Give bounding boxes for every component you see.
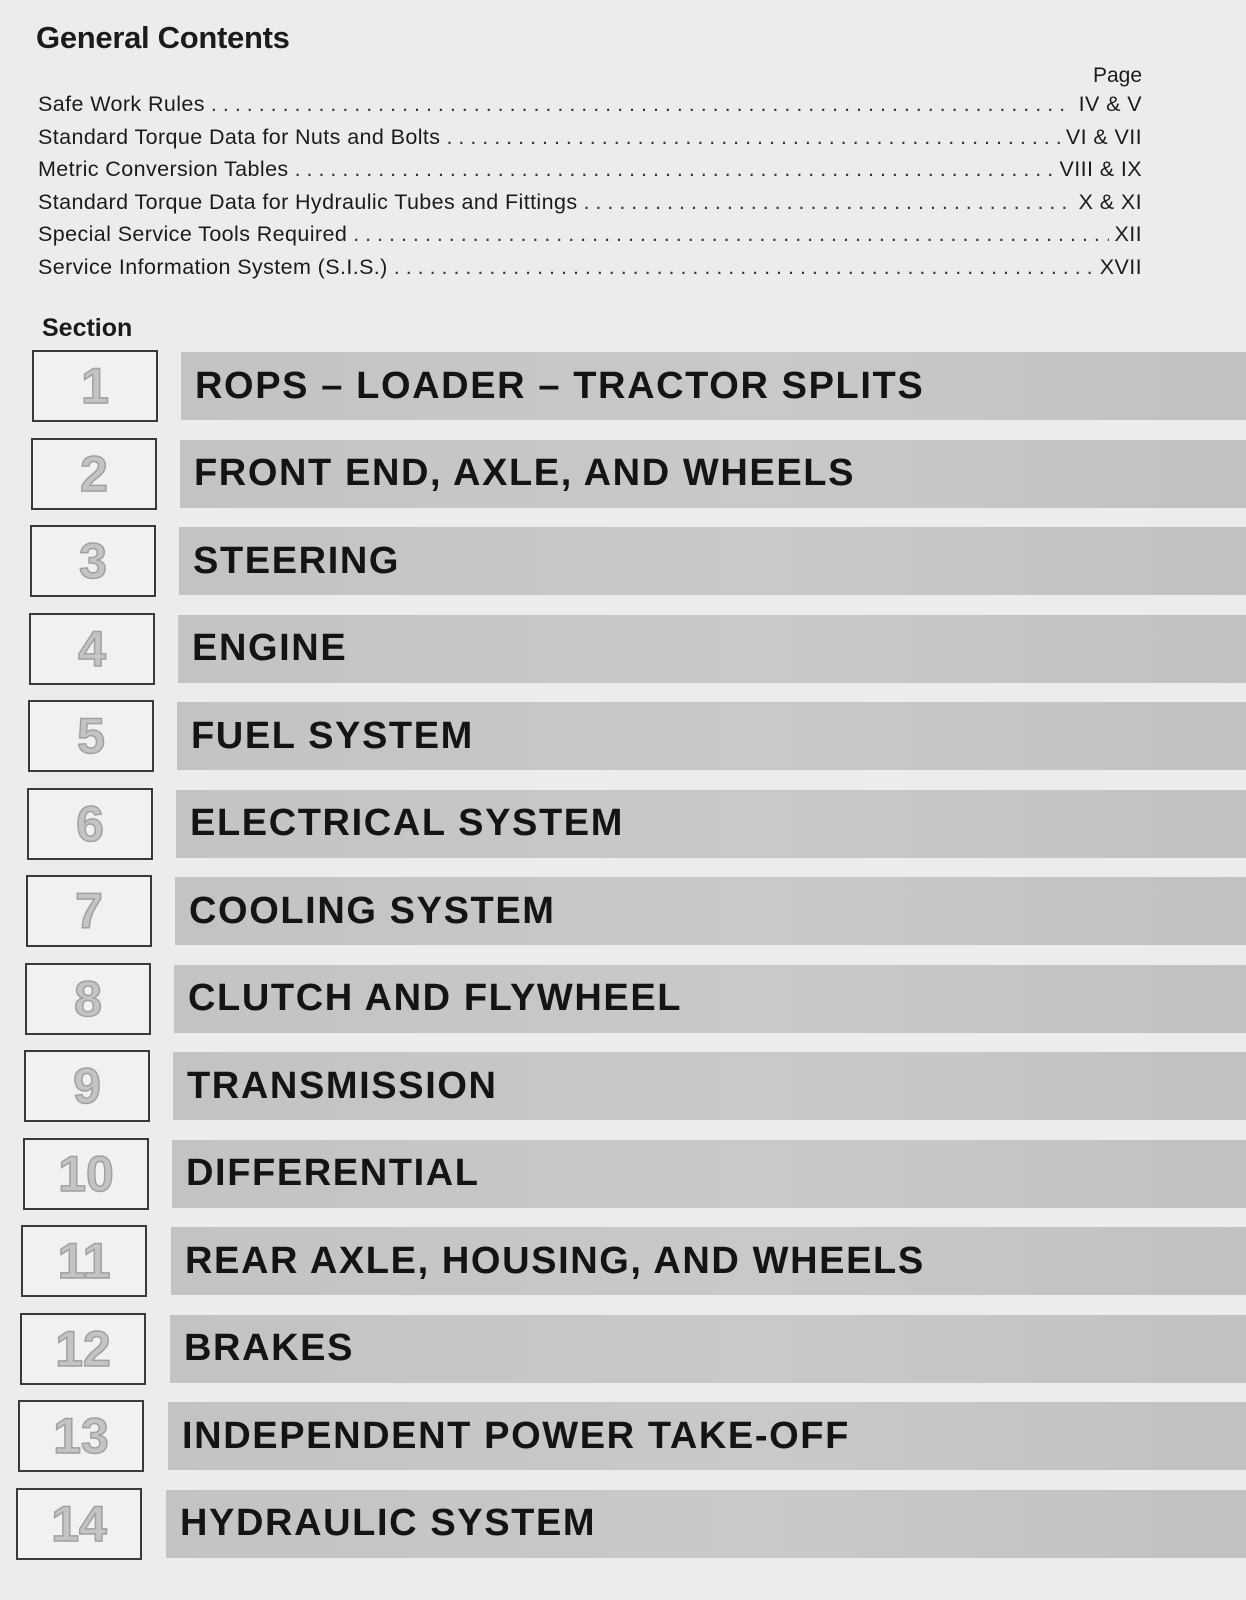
section-title: COOLING SYSTEM — [189, 889, 556, 932]
section-number-box: 1 — [32, 350, 158, 422]
toc-entry-title: Safe Work Rules — [38, 92, 205, 116]
toc-entry[interactable] — [38, 190, 1142, 223]
toc-entry-title: Standard Torque Data for Nuts and Bolts — [38, 124, 441, 149]
toc-entry[interactable] — [38, 255, 1142, 288]
section-title: STEERING — [193, 539, 401, 582]
page-column-label: Page — [1092, 64, 1142, 87]
section-row[interactable] — [0, 1400, 1246, 1488]
section-row[interactable] — [0, 1313, 1246, 1401]
section-title-bar — [172, 1140, 1246, 1208]
dot-leader — [394, 255, 1094, 280]
section-title: FRONT END, AXLE, AND WHEELS — [194, 452, 856, 494]
section-title-bar — [170, 1315, 1246, 1383]
section-title-bar — [166, 1490, 1246, 1558]
section-row[interactable] — [0, 525, 1246, 613]
section-number-box: 3 — [30, 525, 156, 597]
section-number-box: 2 — [31, 438, 157, 510]
section-title: INDEPENDENT POWER TAKE-OFF — [182, 1414, 850, 1457]
section-number-box: 14 — [16, 1488, 142, 1560]
section-number-box: 7 — [26, 875, 152, 947]
section-title: HYDRAULIC SYSTEM — [180, 1502, 597, 1544]
section-title-bar — [171, 1227, 1246, 1295]
toc-entry-page: VIII & IX — [1059, 157, 1142, 181]
section-title-bar — [176, 790, 1246, 858]
toc-entry-title: Service Information System (S.I.S.) — [38, 254, 388, 279]
section-row[interactable] — [0, 788, 1246, 876]
toc-entry-page: XII — [1114, 222, 1142, 246]
section-title-bar — [178, 615, 1246, 683]
section-row[interactable] — [0, 1488, 1246, 1576]
section-title-bar — [173, 1052, 1246, 1120]
toc-entry-page: IV & V — [1078, 92, 1142, 116]
dot-leader — [211, 92, 1073, 117]
section-label: Section — [42, 314, 133, 342]
section-title-bar — [179, 527, 1246, 595]
section-number-box: 6 — [27, 788, 153, 860]
dot-leader — [583, 190, 1072, 215]
toc-entry[interactable] — [38, 157, 1142, 190]
toc-entry[interactable] — [38, 92, 1142, 125]
section-number-box: 11 — [21, 1225, 147, 1297]
section-title: DIFFERENTIAL — [186, 1152, 480, 1194]
toc-entry-page: VI & VII — [1065, 124, 1142, 149]
section-title: CLUTCH AND FLYWHEEL — [188, 977, 683, 1019]
toc-entry-page: XVII — [1099, 254, 1142, 279]
section-title-bar — [174, 965, 1246, 1033]
section-number-box: 9 — [24, 1050, 150, 1122]
section-row[interactable] — [0, 875, 1246, 963]
section-title: ENGINE — [192, 627, 348, 669]
section-title: ROPS – LOADER – TRACTOR SPLITS — [195, 364, 925, 407]
section-row[interactable] — [0, 613, 1246, 701]
section-row[interactable] — [0, 350, 1246, 438]
section-title: FUEL SYSTEM — [191, 714, 474, 757]
section-title: TRANSMISSION — [187, 1064, 498, 1107]
section-row[interactable] — [0, 700, 1246, 788]
section-row[interactable] — [0, 1138, 1246, 1226]
toc-entry-title: Metric Conversion Tables — [38, 157, 289, 181]
section-number-box: 13 — [18, 1400, 144, 1472]
dot-leader — [295, 157, 1054, 182]
section-title: BRAKES — [184, 1327, 355, 1369]
section-title-bar — [175, 877, 1246, 945]
section-number-box: 4 — [29, 613, 155, 685]
section-number-box: 5 — [28, 700, 154, 772]
section-number-box: 12 — [20, 1313, 146, 1385]
section-row[interactable] — [0, 438, 1246, 526]
toc-entry[interactable] — [38, 222, 1142, 255]
toc-entry-page: X & XI — [1078, 189, 1142, 214]
section-number-box: 8 — [25, 963, 151, 1035]
section-title-bar — [168, 1402, 1246, 1470]
section-row[interactable] — [0, 963, 1246, 1051]
section-row[interactable] — [0, 1050, 1246, 1138]
toc-list — [38, 92, 1142, 287]
section-title: ELECTRICAL SYSTEM — [190, 802, 624, 844]
toc-entry[interactable] — [38, 125, 1142, 158]
section-title: REAR AXLE, HOUSING, AND WHEELS — [185, 1239, 925, 1282]
section-title-bar — [180, 440, 1246, 508]
section-row[interactable] — [0, 1225, 1246, 1313]
page-title: General Contents — [36, 20, 290, 55]
dot-leader — [353, 222, 1108, 247]
section-number-box: 10 — [23, 1138, 149, 1210]
section-title-bar — [181, 352, 1246, 420]
section-list — [0, 350, 1246, 1575]
toc-entry-title: Special Service Tools Required — [38, 222, 348, 246]
section-title-bar — [177, 702, 1246, 770]
dot-leader — [446, 125, 1059, 150]
toc-entry-title: Standard Torque Data for Hydraulic Tubes and Fittings — [38, 189, 578, 214]
